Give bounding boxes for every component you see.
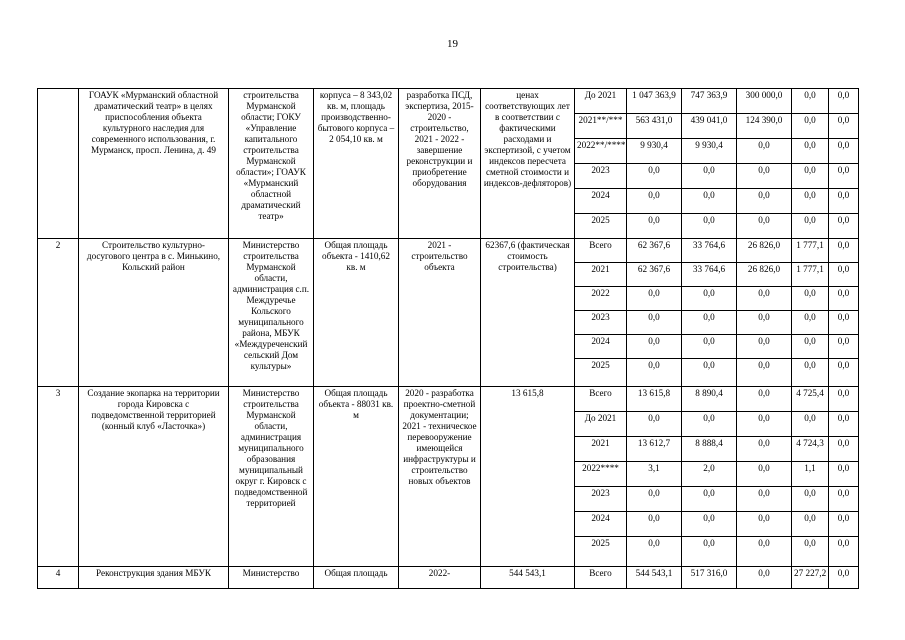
regional-budget-cell: 33 764,6 <box>682 263 737 287</box>
federal-budget-cell: 124 390,0 <box>737 114 792 139</box>
other-sources-cell: 0,0 <box>829 287 859 311</box>
stage-cell: 2021 - строительство объекта <box>399 239 481 387</box>
cost-cell: 544 543,1 <box>481 567 575 589</box>
total-cell: 3,1 <box>627 462 682 487</box>
total-cell: 0,0 <box>627 512 682 537</box>
other-sources-cell: 0,0 <box>829 512 859 537</box>
local-budget-cell: 0,0 <box>792 512 829 537</box>
executor-cell: строительства Мурманской области; ГОКУ «Управление капитального строительства Мурманской области»; ГОАУК «Мурманский областной драматический театр» <box>229 89 314 239</box>
stage-cell: разработка ПСД, экспертиза, 2015-2020 - строительство, 2021 - 2022 - завершение реконструкции и приобретение оборудования <box>399 89 481 239</box>
executor-cell: Министерство строительства Мурманской области, администрация с.п. Междуречье Кольского муниципального района, МБУК «Междуреченский сельский Дом культуры» <box>229 239 314 387</box>
project-name-cell: Строительство культурно-досугового центра в с. Минькино, Кольский район <box>79 239 229 387</box>
project-name-cell: ГОАУК «Мурманский областной драматический театр» в целях приспособления объекта культурного наследия для современного использования, г. Мурманск, просп. Ленина, д. 49 <box>79 89 229 239</box>
other-sources-cell: 0,0 <box>829 437 859 462</box>
capacity-cell: Общая площадь объекта - 88031 кв. м <box>314 387 399 567</box>
total-cell: 0,0 <box>627 412 682 437</box>
federal-budget-cell: 300 000,0 <box>737 89 792 114</box>
year-cell: 2024 <box>575 189 627 214</box>
total-cell: 563 431,0 <box>627 114 682 139</box>
total-cell: 0,0 <box>627 164 682 189</box>
total-cell: 0,0 <box>627 537 682 567</box>
federal-budget-cell: 0,0 <box>737 359 792 387</box>
table-row <box>38 89 859 114</box>
local-budget-cell: 0,0 <box>792 214 829 239</box>
federal-budget-cell: 0,0 <box>737 214 792 239</box>
executor-cell: Министерство строительства Мурманской области, администрация муниципального образования муниципальный округ г. Кировск с подведомственной территорией <box>229 387 314 567</box>
year-cell: 2024 <box>575 512 627 537</box>
regional-budget-cell: 0,0 <box>682 335 737 359</box>
row-number-cell: 4 <box>38 567 79 589</box>
total-cell: 1 047 363,9 <box>627 89 682 114</box>
federal-budget-cell: 0,0 <box>737 512 792 537</box>
local-budget-cell: 27 227,2 <box>792 567 829 589</box>
other-sources-cell: 0,0 <box>829 239 859 263</box>
other-sources-cell: 0,0 <box>829 537 859 567</box>
federal-budget-cell: 0,0 <box>737 164 792 189</box>
stage-cell: 2022- <box>399 567 481 589</box>
executor-cell: Министерство <box>229 567 314 589</box>
local-budget-cell: 0,0 <box>792 89 829 114</box>
federal-budget-cell: 0,0 <box>737 567 792 589</box>
federal-budget-cell: 26 826,0 <box>737 239 792 263</box>
row-number-cell: 2 <box>38 239 79 387</box>
other-sources-cell: 0,0 <box>829 412 859 437</box>
regional-budget-cell: 0,0 <box>682 189 737 214</box>
year-cell: 2022**/**** <box>575 139 627 164</box>
year-cell: 2023 <box>575 487 627 512</box>
other-sources-cell: 0,0 <box>829 189 859 214</box>
other-sources-cell: 0,0 <box>829 139 859 164</box>
other-sources-cell: 0,0 <box>829 89 859 114</box>
total-cell: 62 367,6 <box>627 239 682 263</box>
total-cell: 62 367,6 <box>627 263 682 287</box>
total-cell: 13 612,7 <box>627 437 682 462</box>
year-cell: 2021 <box>575 263 627 287</box>
other-sources-cell: 0,0 <box>829 487 859 512</box>
federal-budget-cell: 0,0 <box>737 462 792 487</box>
federal-budget-cell: 0,0 <box>737 412 792 437</box>
year-cell: 2024 <box>575 335 627 359</box>
total-cell: 0,0 <box>627 487 682 512</box>
federal-budget-cell: 0,0 <box>737 487 792 512</box>
table-row <box>38 567 859 589</box>
cost-cell: 62367,6 (фактическая стоимость строительства) <box>481 239 575 387</box>
year-cell: Всего <box>575 387 627 412</box>
local-budget-cell: 4 724,3 <box>792 437 829 462</box>
regional-budget-cell: 0,0 <box>682 311 737 335</box>
federal-budget-cell: 0,0 <box>737 287 792 311</box>
year-cell: Всего <box>575 239 627 263</box>
year-cell: 2022**** <box>575 462 627 487</box>
year-cell: 2021**/*** <box>575 114 627 139</box>
other-sources-cell: 0,0 <box>829 311 859 335</box>
other-sources-cell: 0,0 <box>829 164 859 189</box>
year-cell: 2025 <box>575 214 627 239</box>
total-cell: 0,0 <box>627 214 682 239</box>
cost-cell: 13 615,8 <box>481 387 575 567</box>
regional-budget-cell: 9 930,4 <box>682 139 737 164</box>
local-budget-cell: 0,0 <box>792 189 829 214</box>
local-budget-cell: 0,0 <box>792 287 829 311</box>
other-sources-cell: 0,0 <box>829 214 859 239</box>
total-cell: 13 615,8 <box>627 387 682 412</box>
project-name-cell: Реконструкция здания МБУК <box>79 567 229 589</box>
local-budget-cell: 0,0 <box>792 164 829 189</box>
year-cell: Всего <box>575 567 627 589</box>
other-sources-cell: 0,0 <box>829 335 859 359</box>
total-cell: 0,0 <box>627 287 682 311</box>
other-sources-cell: 0,0 <box>829 387 859 412</box>
local-budget-cell: 1,1 <box>792 462 829 487</box>
local-budget-cell: 0,0 <box>792 412 829 437</box>
year-cell: 2025 <box>575 359 627 387</box>
row-number-cell: 3 <box>38 387 79 567</box>
federal-budget-cell: 0,0 <box>737 189 792 214</box>
page-number: 19 <box>447 38 458 50</box>
year-cell: До 2021 <box>575 89 627 114</box>
regional-budget-cell: 0,0 <box>682 537 737 567</box>
total-cell: 0,0 <box>627 359 682 387</box>
local-budget-cell: 1 777,1 <box>792 263 829 287</box>
capacity-cell: корпуса – 8 343,02 кв. м, площадь производственно-бытового корпуса – 2 054,10 кв. м <box>314 89 399 239</box>
other-sources-cell: 0,0 <box>829 359 859 387</box>
local-budget-cell: 1 777,1 <box>792 239 829 263</box>
other-sources-cell: 0,0 <box>829 462 859 487</box>
local-budget-cell: 0,0 <box>792 114 829 139</box>
regional-budget-cell: 0,0 <box>682 164 737 189</box>
federal-budget-cell: 0,0 <box>737 537 792 567</box>
capacity-cell: Общая площадь объекта - 1410,62 кв. м <box>314 239 399 387</box>
local-budget-cell: 0,0 <box>792 487 829 512</box>
year-cell: 2025 <box>575 537 627 567</box>
project-name-cell: Создание экопарка на территории города Кировска с подведомственной территорией (конный клуб «Ласточка») <box>79 387 229 567</box>
investment-table <box>37 88 859 589</box>
regional-budget-cell: 0,0 <box>682 214 737 239</box>
total-cell: 9 930,4 <box>627 139 682 164</box>
table-row <box>38 239 859 263</box>
regional-budget-cell: 0,0 <box>682 512 737 537</box>
regional-budget-cell: 0,0 <box>682 287 737 311</box>
federal-budget-cell: 0,0 <box>737 437 792 462</box>
regional-budget-cell: 8 888,4 <box>682 437 737 462</box>
local-budget-cell: 0,0 <box>792 139 829 164</box>
federal-budget-cell: 0,0 <box>737 311 792 335</box>
capacity-cell: Общая площадь <box>314 567 399 589</box>
regional-budget-cell: 2,0 <box>682 462 737 487</box>
regional-budget-cell: 8 890,4 <box>682 387 737 412</box>
other-sources-cell: 0,0 <box>829 567 859 589</box>
year-cell: 2022 <box>575 287 627 311</box>
year-cell: До 2021 <box>575 412 627 437</box>
local-budget-cell: 0,0 <box>792 359 829 387</box>
year-cell: 2021 <box>575 437 627 462</box>
year-cell: 2023 <box>575 164 627 189</box>
regional-budget-cell: 0,0 <box>682 412 737 437</box>
local-budget-cell: 0,0 <box>792 335 829 359</box>
regional-budget-cell: 33 764,6 <box>682 239 737 263</box>
federal-budget-cell: 0,0 <box>737 335 792 359</box>
total-cell: 0,0 <box>627 335 682 359</box>
federal-budget-cell: 0,0 <box>737 387 792 412</box>
local-budget-cell: 0,0 <box>792 311 829 335</box>
total-cell: 0,0 <box>627 189 682 214</box>
regional-budget-cell: 0,0 <box>682 487 737 512</box>
federal-budget-cell: 0,0 <box>737 139 792 164</box>
regional-budget-cell: 439 041,0 <box>682 114 737 139</box>
federal-budget-cell: 26 826,0 <box>737 263 792 287</box>
year-cell: 2023 <box>575 311 627 335</box>
other-sources-cell: 0,0 <box>829 114 859 139</box>
local-budget-cell: 0,0 <box>792 537 829 567</box>
cost-cell: ценах соответствующих лет в соответствии с фактическими расходами и экспертизой, с учетом индексов пересчета сметной стоимости и индексов-дефляторов) <box>481 89 575 239</box>
total-cell: 544 543,1 <box>627 567 682 589</box>
total-cell: 0,0 <box>627 311 682 335</box>
stage-cell: 2020 - разработка проектно-сметной документации; 2021 - техническое перевооружение имеющейся инфраструктуры и строительство новых объектов <box>399 387 481 567</box>
regional-budget-cell: 747 363,9 <box>682 89 737 114</box>
regional-budget-cell: 517 316,0 <box>682 567 737 589</box>
local-budget-cell: 4 725,4 <box>792 387 829 412</box>
table-row <box>38 387 859 412</box>
other-sources-cell: 0,0 <box>829 263 859 287</box>
regional-budget-cell: 0,0 <box>682 359 737 387</box>
row-number-cell <box>38 89 79 239</box>
